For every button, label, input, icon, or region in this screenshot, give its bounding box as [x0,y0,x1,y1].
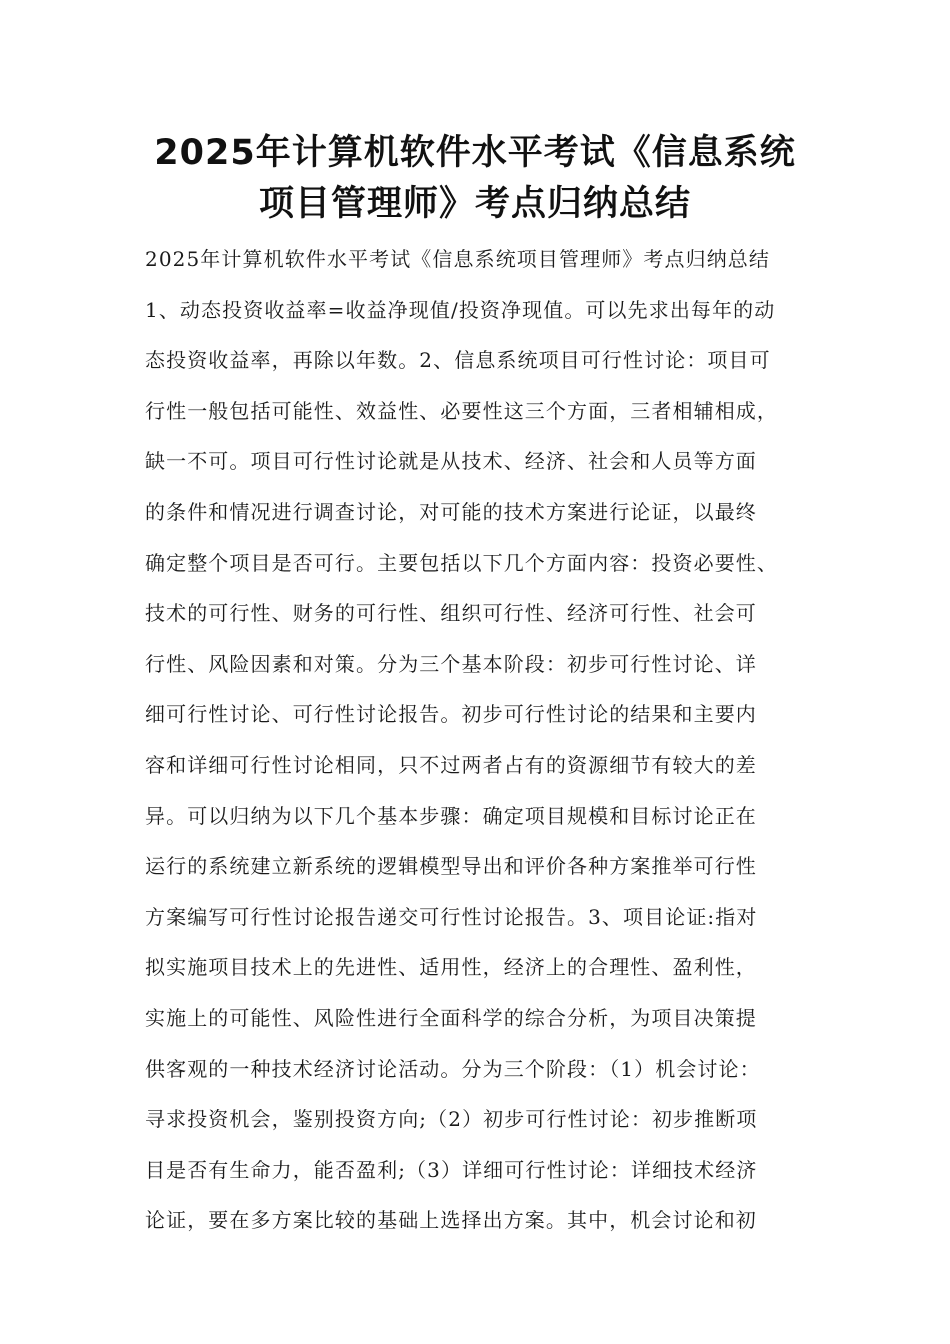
body-line: 确定整个项目是否可行。主要包括以下几个方面内容：投资必要性、 [145,550,778,575]
body-line: 论证，要在多方案比较的基础上选择出方案。其中，机会讨论和初 [145,1208,757,1233]
body-line: 技术的可行性、财务的可行性、组织可行性、经济可行性、社会可 [145,601,757,626]
body-line: 实施上的可能性、风险性进行全面科学的综合分析，为项目决策提 [145,1005,757,1030]
body-line: 供客观的一种技术经济讨论活动。分为三个阶段：（1）机会讨论： [145,1056,761,1081]
body-line: 行性、风险因素和对策。分为三个基本阶段：初步可行性讨论、详 [145,651,757,676]
body-line: 方案编写可行性讨论报告递交可行性讨论报告。3、项目论证:指对 [145,904,758,929]
title-line: 项目管理师》考点归纳总结 [258,183,691,224]
body-line: 拟实施项目技术上的先进性、适用性，经济上的合理性、盈利性， [145,955,757,980]
body-line: 细可行性讨论、可行性讨论报告。初步可行性讨论的结果和主要内 [145,702,757,727]
body-line: 2025年计算机软件水平考试《信息系统项目管理师》考点归纳总结 [145,247,770,271]
body-line: 目是否有生命力，能否盈利;（3）详细可行性讨论：详细技术经济 [145,1157,758,1182]
body-line: 行性一般包括可能性、效益性、必要性这三个方面，三者相辅相成， [145,398,778,423]
body-line: 的条件和情况进行调查讨论，对可能的技术方案进行论证，以最终 [145,499,757,524]
body-line: 态投资收益率，再除以年数。2、信息系统项目可行性讨论：项目可 [145,348,771,373]
body-line: 异。可以归纳为以下几个基本步骤：确定项目规模和目标讨论正在 [145,803,757,828]
body-line: 容和详细可行性讨论相同，只不过两者占有的资源细节有较大的差 [145,752,757,777]
body-line: 缺一不可。项目可行性讨论就是从技术、经济、社会和人员等方面 [145,449,757,474]
document-title [120,128,830,229]
title-line: 2025年计算机软件水平考试《信息系统 [154,133,796,173]
body-line: 1、动态投资收益率=收益净现值/投资净现值。可以先求出每年的动 [145,297,776,322]
body-line: 寻求投资机会，鉴别投资方向;（2）初步可行性讨论：初步推断项 [145,1107,758,1132]
document-body [145,234,821,1246]
body-line: 运行的系统建立新系统的逻辑模型导出和评价各种方案推举可行性 [145,854,757,879]
